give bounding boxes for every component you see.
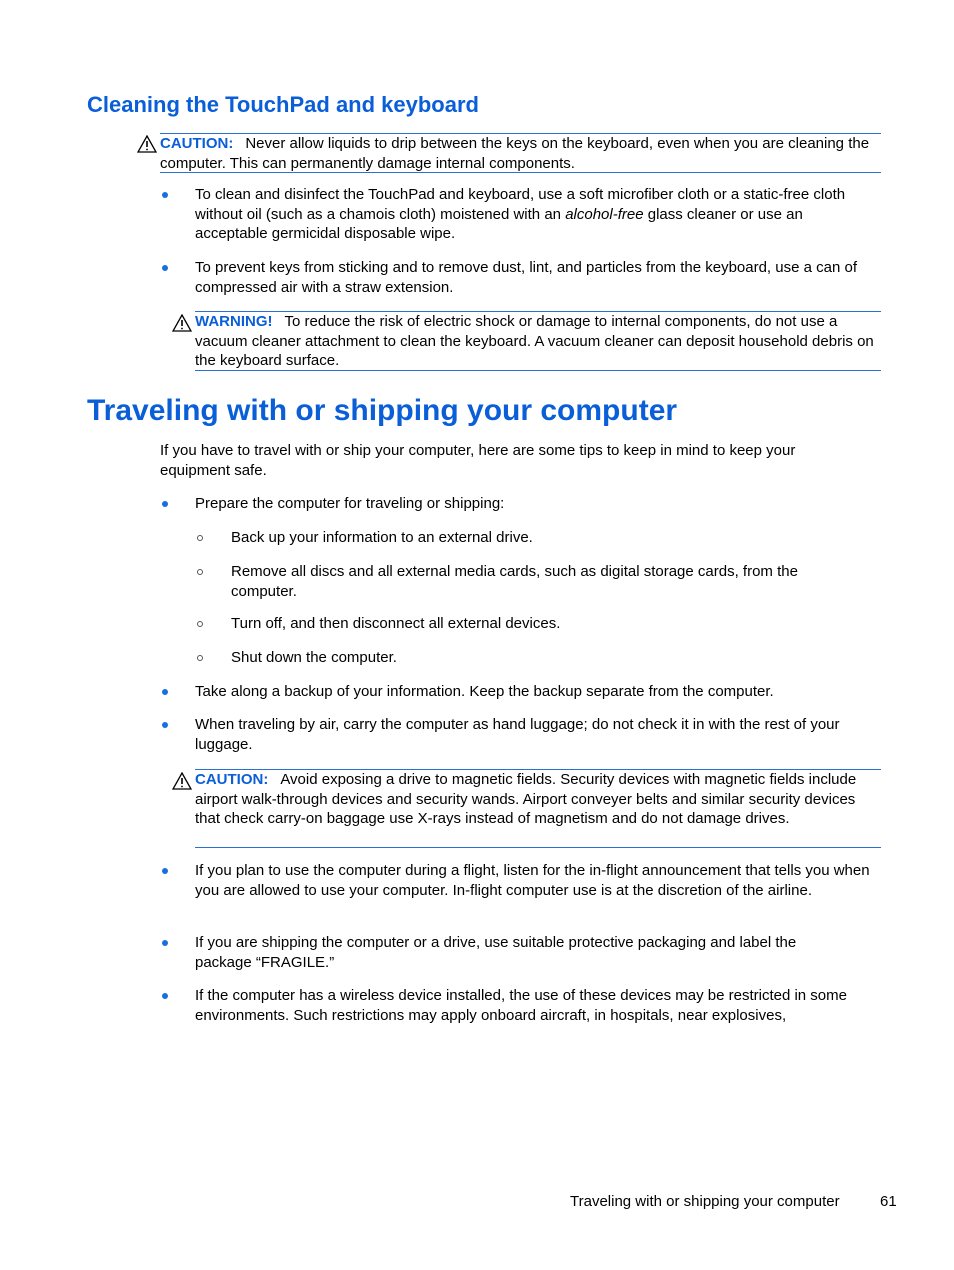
sub-list-item-backup: Back up your information to an external drive. <box>231 529 533 546</box>
list-item-backup: Take along a backup of your information. Keep the backup separate from the computer. <box>195 683 774 700</box>
caution-notice-magnetic <box>195 769 881 848</box>
sub-list-item-disconnect: Turn off, and then disconnect all external devices. <box>231 615 561 632</box>
warning-notice-vacuum <box>195 311 881 371</box>
bullet-icon <box>162 689 168 695</box>
warning-triangle-icon <box>172 314 192 332</box>
list-item-text: To clean and disinfect the TouchPad and keyboard, use a soft microfiber cloth or a static-free cloth without oil (such as a chamois cloth) moistened with an <box>195 186 846 223</box>
sub-bullet-icon <box>197 621 203 627</box>
caution-body: Never allow liquids to drip between the keys on the keyboard, even when you are cleaning the computer. This can permanently damage internal components. <box>160 135 870 172</box>
bullet-icon <box>162 501 168 507</box>
bullet-icon <box>162 993 168 999</box>
bullet-icon <box>162 722 168 728</box>
section-heading-traveling: Traveling with or shipping your computer <box>87 394 678 427</box>
caution-label: CAUTION: <box>195 771 269 788</box>
page-number: 61 <box>880 1193 897 1210</box>
list-item-shipping: If you are shipping the computer or a drive, use suitable protective packaging and label the package “FRAGILE.” <box>195 934 797 971</box>
section-heading-cleaning: Cleaning the TouchPad and keyboard <box>87 92 479 117</box>
caution-body: Avoid exposing a drive to magnetic fields. Security devices with magnetic fields include airport walk-through devices and security wands. Airport conveyer belts and similar security devices that check carry-on baggage use X-rays instead of magnetism and do not damage drives. <box>195 771 857 827</box>
warning-triangle-icon <box>137 135 157 153</box>
caution-notice-text <box>160 134 881 173</box>
intro-paragraph: If you have to travel with or ship your computer, here are some tips to keep in mind to keep your equipment safe. <box>160 442 796 479</box>
bullet-icon <box>162 192 168 198</box>
sub-list-item-remove-discs: Remove all discs and all external media cards, such as digital storage cards, from the computer. <box>231 563 798 600</box>
warning-label: WARNING! <box>195 313 273 330</box>
bullet-icon <box>162 868 168 874</box>
caution-notice-text <box>195 770 881 829</box>
list-item-air-travel: When traveling by air, carry the computer as hand luggage; do not check it in with the rest of your luggage. <box>195 716 840 753</box>
warning-triangle-icon <box>172 772 192 790</box>
bullet-icon <box>162 265 168 271</box>
list-item-prepare: Prepare the computer for traveling or shipping: <box>195 495 505 512</box>
sub-bullet-icon <box>197 655 203 661</box>
sub-list-item-shutdown: Shut down the computer. <box>231 649 397 666</box>
caution-notice-keyboard <box>160 133 881 173</box>
warning-body: To reduce the risk of electric shock or damage to internal components, do not use a vacuum cleaner attachment to clean the keyboard. A vacuum cleaner can deposit household debris on the keyboard surface. <box>195 313 874 369</box>
footer-section-title: Traveling with or shipping your computer <box>570 1193 840 1210</box>
sub-bullet-icon <box>197 535 203 541</box>
bullet-icon <box>162 940 168 946</box>
caution-label: CAUTION: <box>160 135 234 152</box>
list-item-text: glass cleaner or use an acceptable germicidal disposable wipe. <box>195 205 803 242</box>
emphasis-alcohol-free: alcohol-free <box>565 205 644 223</box>
list-item-compressed-air: To prevent keys from sticking and to remove dust, lint, and particles from the keyboard, use a can of compressed air with a straw extension. <box>195 259 857 296</box>
list-item-clean-disinfect <box>195 185 875 244</box>
list-item-flight: If you plan to use the computer during a flight, listen for the in-flight announcement that tells you when you are allowed to use your computer. In-flight computer use is at the discretion of the airline. <box>195 862 870 899</box>
list-item-wireless: If the computer has a wireless device installed, the use of these devices may be restricted in some environments. Such restrictions may apply onboard aircraft, in hospitals, near explosives, <box>195 987 847 1024</box>
sub-bullet-icon <box>197 569 203 575</box>
warning-notice-text <box>195 312 881 371</box>
